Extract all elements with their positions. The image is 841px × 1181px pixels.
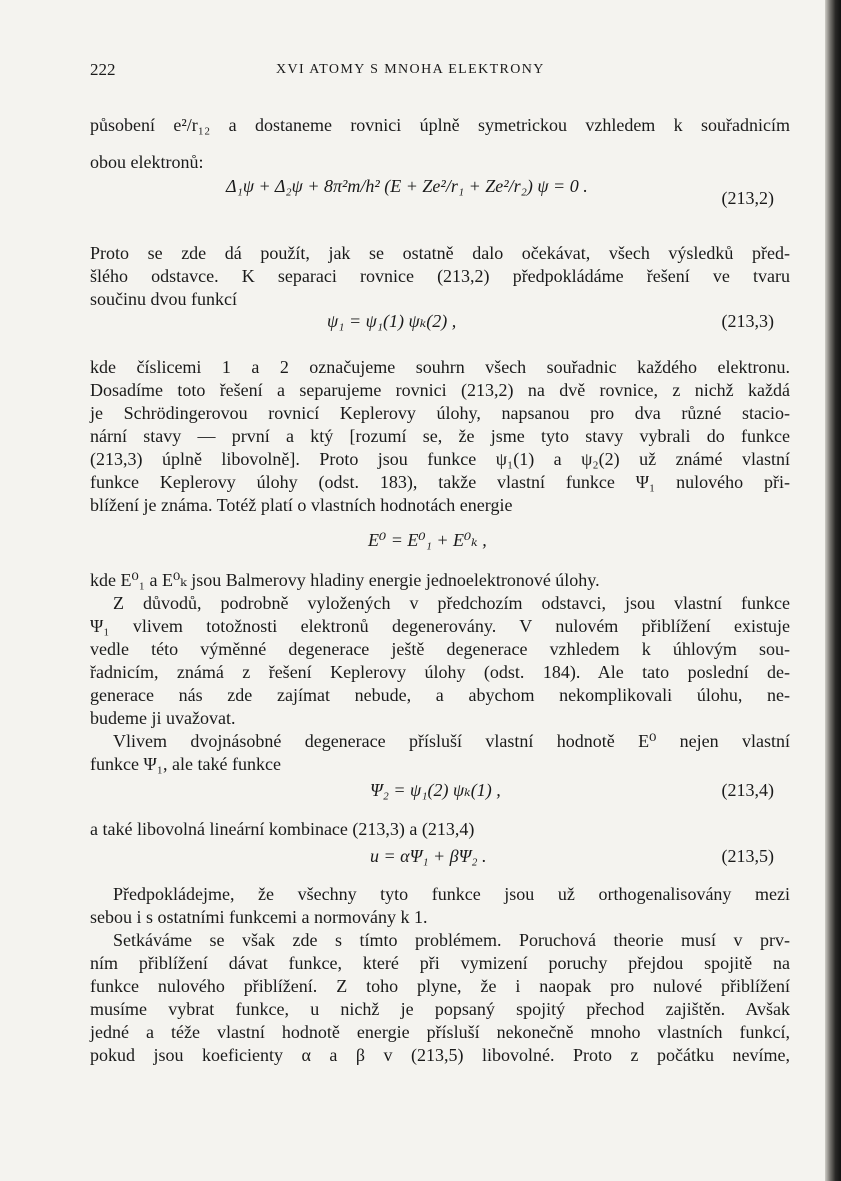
text-line: budeme ji uvažovat. bbox=[90, 708, 236, 728]
text-line: funkce Keplerovy úlohy (odst. 183), takže vlastní funkce Ψ₁ nulového při- bbox=[90, 472, 790, 492]
text-line: obou elektronů: bbox=[90, 152, 204, 172]
text-line: Ψ₁ vlivem totožnosti elektronů degenerovány. V nulovém přiblížení existuje bbox=[90, 616, 790, 636]
text-line: součinu dvou funkcí bbox=[90, 289, 237, 309]
equation-213-5: u = αΨ₁ + βΨ₂ . bbox=[370, 846, 487, 866]
equation-number: (213,4) bbox=[721, 780, 774, 800]
text-line: jedné a téže vlastní hodnotě energie přísluší nekonečně mnoho vlastních funkcí, bbox=[90, 1022, 790, 1042]
equation-number: (213,2) bbox=[721, 188, 774, 208]
text-line: (213,3) úplně libovolně]. Proto jsou funkce ψ₁(1) a ψ₂(2) už známé vlastní bbox=[90, 449, 790, 469]
page-header bbox=[90, 60, 790, 84]
text-line: řadnicím, známá z řešení Keplerovy úlohy (odst. 184). Ale tato poslední de- bbox=[90, 662, 790, 682]
book-spine-shadow bbox=[825, 0, 841, 1181]
equation-number: (213,3) bbox=[721, 311, 774, 331]
text-line: šlého odstavce. K separaci rovnice (213,2) předpokládáme řešení ve tvaru bbox=[90, 266, 790, 286]
equation-number: (213,5) bbox=[721, 846, 774, 866]
text-line: kde E⁰₁ a E⁰ₖ jsou Balmerovy hladiny energie jednoelektronové úlohy. bbox=[90, 570, 600, 590]
text-line: pokud jsou koeficienty α a β v (213,5) libovolné. Proto z počátku nevíme, bbox=[90, 1045, 790, 1065]
text-line: funkce nulového přiblížení. Z toho plyne, že i naopak pro nulové přiblížení bbox=[90, 976, 790, 996]
text-line: vedle této výměnné degenerace ještě degenerace vzhledem k úhlovým sou- bbox=[90, 639, 790, 659]
text-line: kde číslicemi 1 a 2 označujeme souhrn všech souřadnic každého elektronu. bbox=[90, 357, 790, 377]
text-line: Předpokládejme, že všechny tyto funkce jsou už orthogenalisovány mezi bbox=[113, 884, 790, 904]
text-line: je Schrödingerovou rovnicí Keplerovy úlohy, napsanou pro dva různé stacio- bbox=[90, 403, 790, 423]
text-line: musíme vybrat funkce, u nichž je popsaný spojitý přechod zajištěn. Avšak bbox=[90, 999, 790, 1019]
text-line: blížení je známa. Totéž platí o vlastních hodnotách energie bbox=[90, 495, 513, 515]
text-line: Setkáváme se však zde s tímto problémem. Poruchová theorie musí v prv- bbox=[113, 930, 790, 950]
text-line: a také libovolná lineární kombinace (213,3) a (213,4) bbox=[90, 819, 475, 839]
page-number: 222 bbox=[90, 60, 116, 79]
equation-213-4: Ψ₂ = ψ₁(2) ψₖ(1) , bbox=[370, 780, 501, 800]
text-line: Z důvodů, podrobně vyložených v předchozím odstavci, jsou vlastní funkce bbox=[113, 593, 790, 613]
equation-213-3: ψ₁ = ψ₁(1) ψₖ(2) , bbox=[327, 311, 457, 331]
chapter-title: XVI ATOMY S MNOHA ELEKTRONY bbox=[276, 62, 545, 77]
text-line: Proto se zde dá použít, jak se ostatně dalo očekávat, všech výsledků před- bbox=[90, 243, 790, 263]
text-line: ním přiblížení dávat funkce, které při vymizení poruchy přejdou spojitě na bbox=[90, 953, 790, 973]
text-line: sebou i s ostatními funkcemi a normovány k 1. bbox=[90, 907, 428, 927]
text-line: působení e²/r₁₂ a dostaneme rovnici úplně symetrickou vzhledem k souřadnicím bbox=[90, 115, 790, 135]
text-line: generace nás zde zajímat nebude, a abychom nekomplikovali úlohu, ne- bbox=[90, 685, 790, 705]
text-line: Dosadíme toto řešení a separujeme rovnici (213,2) na dvě rovnice, z nichž každá bbox=[90, 380, 790, 400]
equation-213-2: Δ₁ψ + Δ₂ψ + 8π²m/h² (E + Ze²/r₁ + Ze²/r₂) ψ = 0 . bbox=[226, 176, 588, 196]
text-line: Vlivem dvojnásobné degenerace přísluší vlastní hodnotě E⁰ nejen vlastní bbox=[113, 731, 790, 751]
text-line: funkce Ψ₁, ale také funkce bbox=[90, 754, 281, 774]
text-line: nární stavy — první a ktý [rozumí se, že jsme tyto stavy vybrali do funkce bbox=[90, 426, 790, 446]
equation-energy: E⁰ = E⁰₁ + E⁰ₖ , bbox=[368, 530, 487, 550]
